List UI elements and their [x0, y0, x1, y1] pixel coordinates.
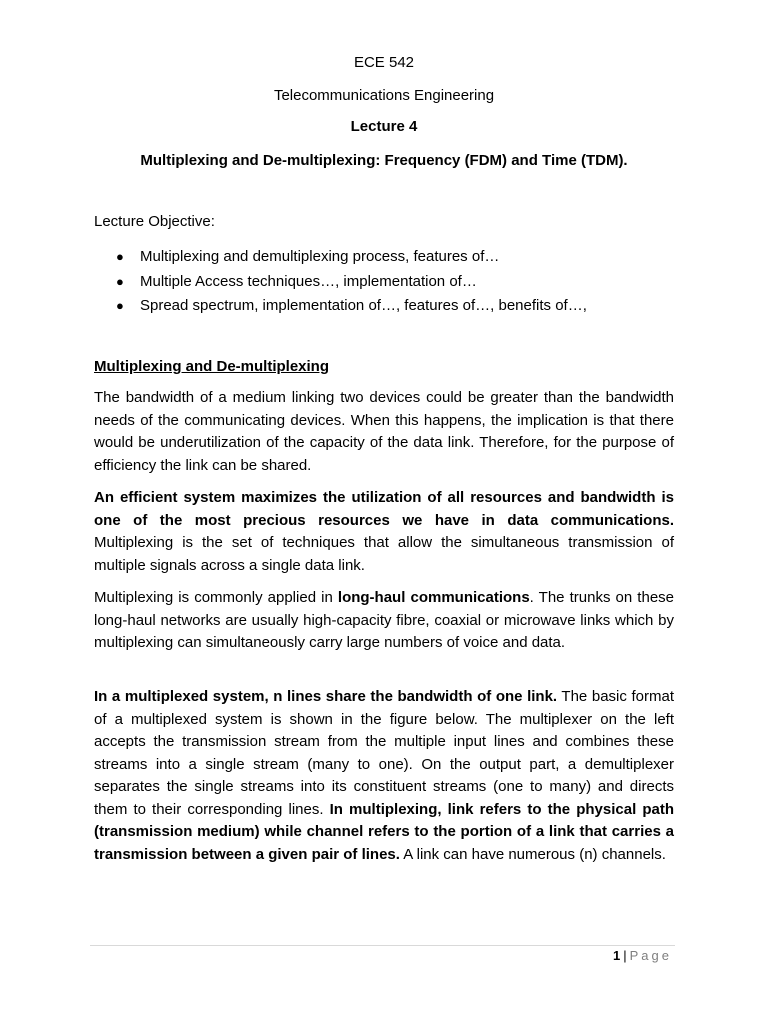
objective-text: Multiplexing and demultiplexing process, features of…	[140, 248, 500, 265]
page-label: Page	[629, 948, 672, 963]
section-heading: Multiplexing and De-multiplexing	[94, 358, 330, 375]
paragraph-text: . The trunks on these long-haul networks are usually high-capacity fibre, coaxial or microwave links which by multiplexing can simultaneously carry large numbers of voice and data.	[94, 589, 675, 651]
footer-separator: |	[623, 948, 627, 963]
lecture-number: Lecture 4	[350, 118, 418, 135]
list-item	[94, 270, 694, 295]
objectives-list	[94, 245, 694, 319]
objective-text: Spread spectrum, implementation of…, features of…, benefits of…,	[140, 297, 587, 314]
emphasis-text: In a multiplexed system, n lines share the bandwidth of one link.	[94, 688, 558, 705]
emphasis-text: In multiplexing, link refers to the physical path (transmission medium) while channel refers to the portion of a link that carries a transmission between a given pair of lines.	[94, 800, 675, 863]
paragraph-efficiency	[94, 487, 674, 577]
paragraph-multiplexed-system	[94, 686, 674, 866]
objectives-heading: Lecture Objective:	[94, 213, 215, 230]
paragraph-long-haul	[94, 587, 674, 655]
objective-text: Multiple Access techniques…, implementation of…	[140, 272, 477, 290]
page-footer	[613, 947, 672, 965]
footer-divider	[90, 945, 675, 946]
course-title: Telecommunications Engineering	[273, 87, 495, 104]
page-number: 1	[613, 948, 621, 963]
paragraph-text: A link can have numerous (n) channels.	[399, 845, 666, 863]
paragraph-bandwidth	[94, 387, 674, 477]
paragraph-text: The basic format of a multiplexed system is shown in the figure below. The multiplexer on the left accepts the transmission stream from the multiple input lines and combines these streams into a single stream (many to one). On the output part, a demultiplexer separates the single streams into its constituent streams (one to many) and directs them to their corresponding lines.	[94, 688, 674, 818]
emphasis-text: long-haul communications	[337, 589, 530, 606]
bullet-icon: ●	[116, 298, 124, 313]
lecture-topic: Multiplexing and De-multiplexing: Frequency (FDM) and Time (TDM).	[140, 152, 628, 169]
emphasis-text: An efficient system maximizes the utilization of all resources and bandwidth is one of the most precious resources we have in data communications.	[94, 489, 674, 529]
bullet-icon: ●	[116, 273, 124, 289]
list-item	[94, 245, 694, 270]
list-item	[94, 294, 694, 319]
paragraph-text: The bandwidth of a medium linking two devices could be greater than the bandwidth needs of the communicating devices. When this happens, the implication is that there would be underutilization of the capacity of the data link. Therefore, for the purpose of efficiency the link can be shared.	[94, 389, 674, 474]
paragraph-text: Multiplexing is the set of techniques that allow the simultaneous transmission of multiple signals across a single data link.	[94, 534, 674, 574]
bullet-icon: ●	[116, 249, 124, 264]
paragraph-text: Multiplexing is commonly applied in	[94, 589, 338, 606]
course-code: ECE 542	[353, 54, 415, 71]
